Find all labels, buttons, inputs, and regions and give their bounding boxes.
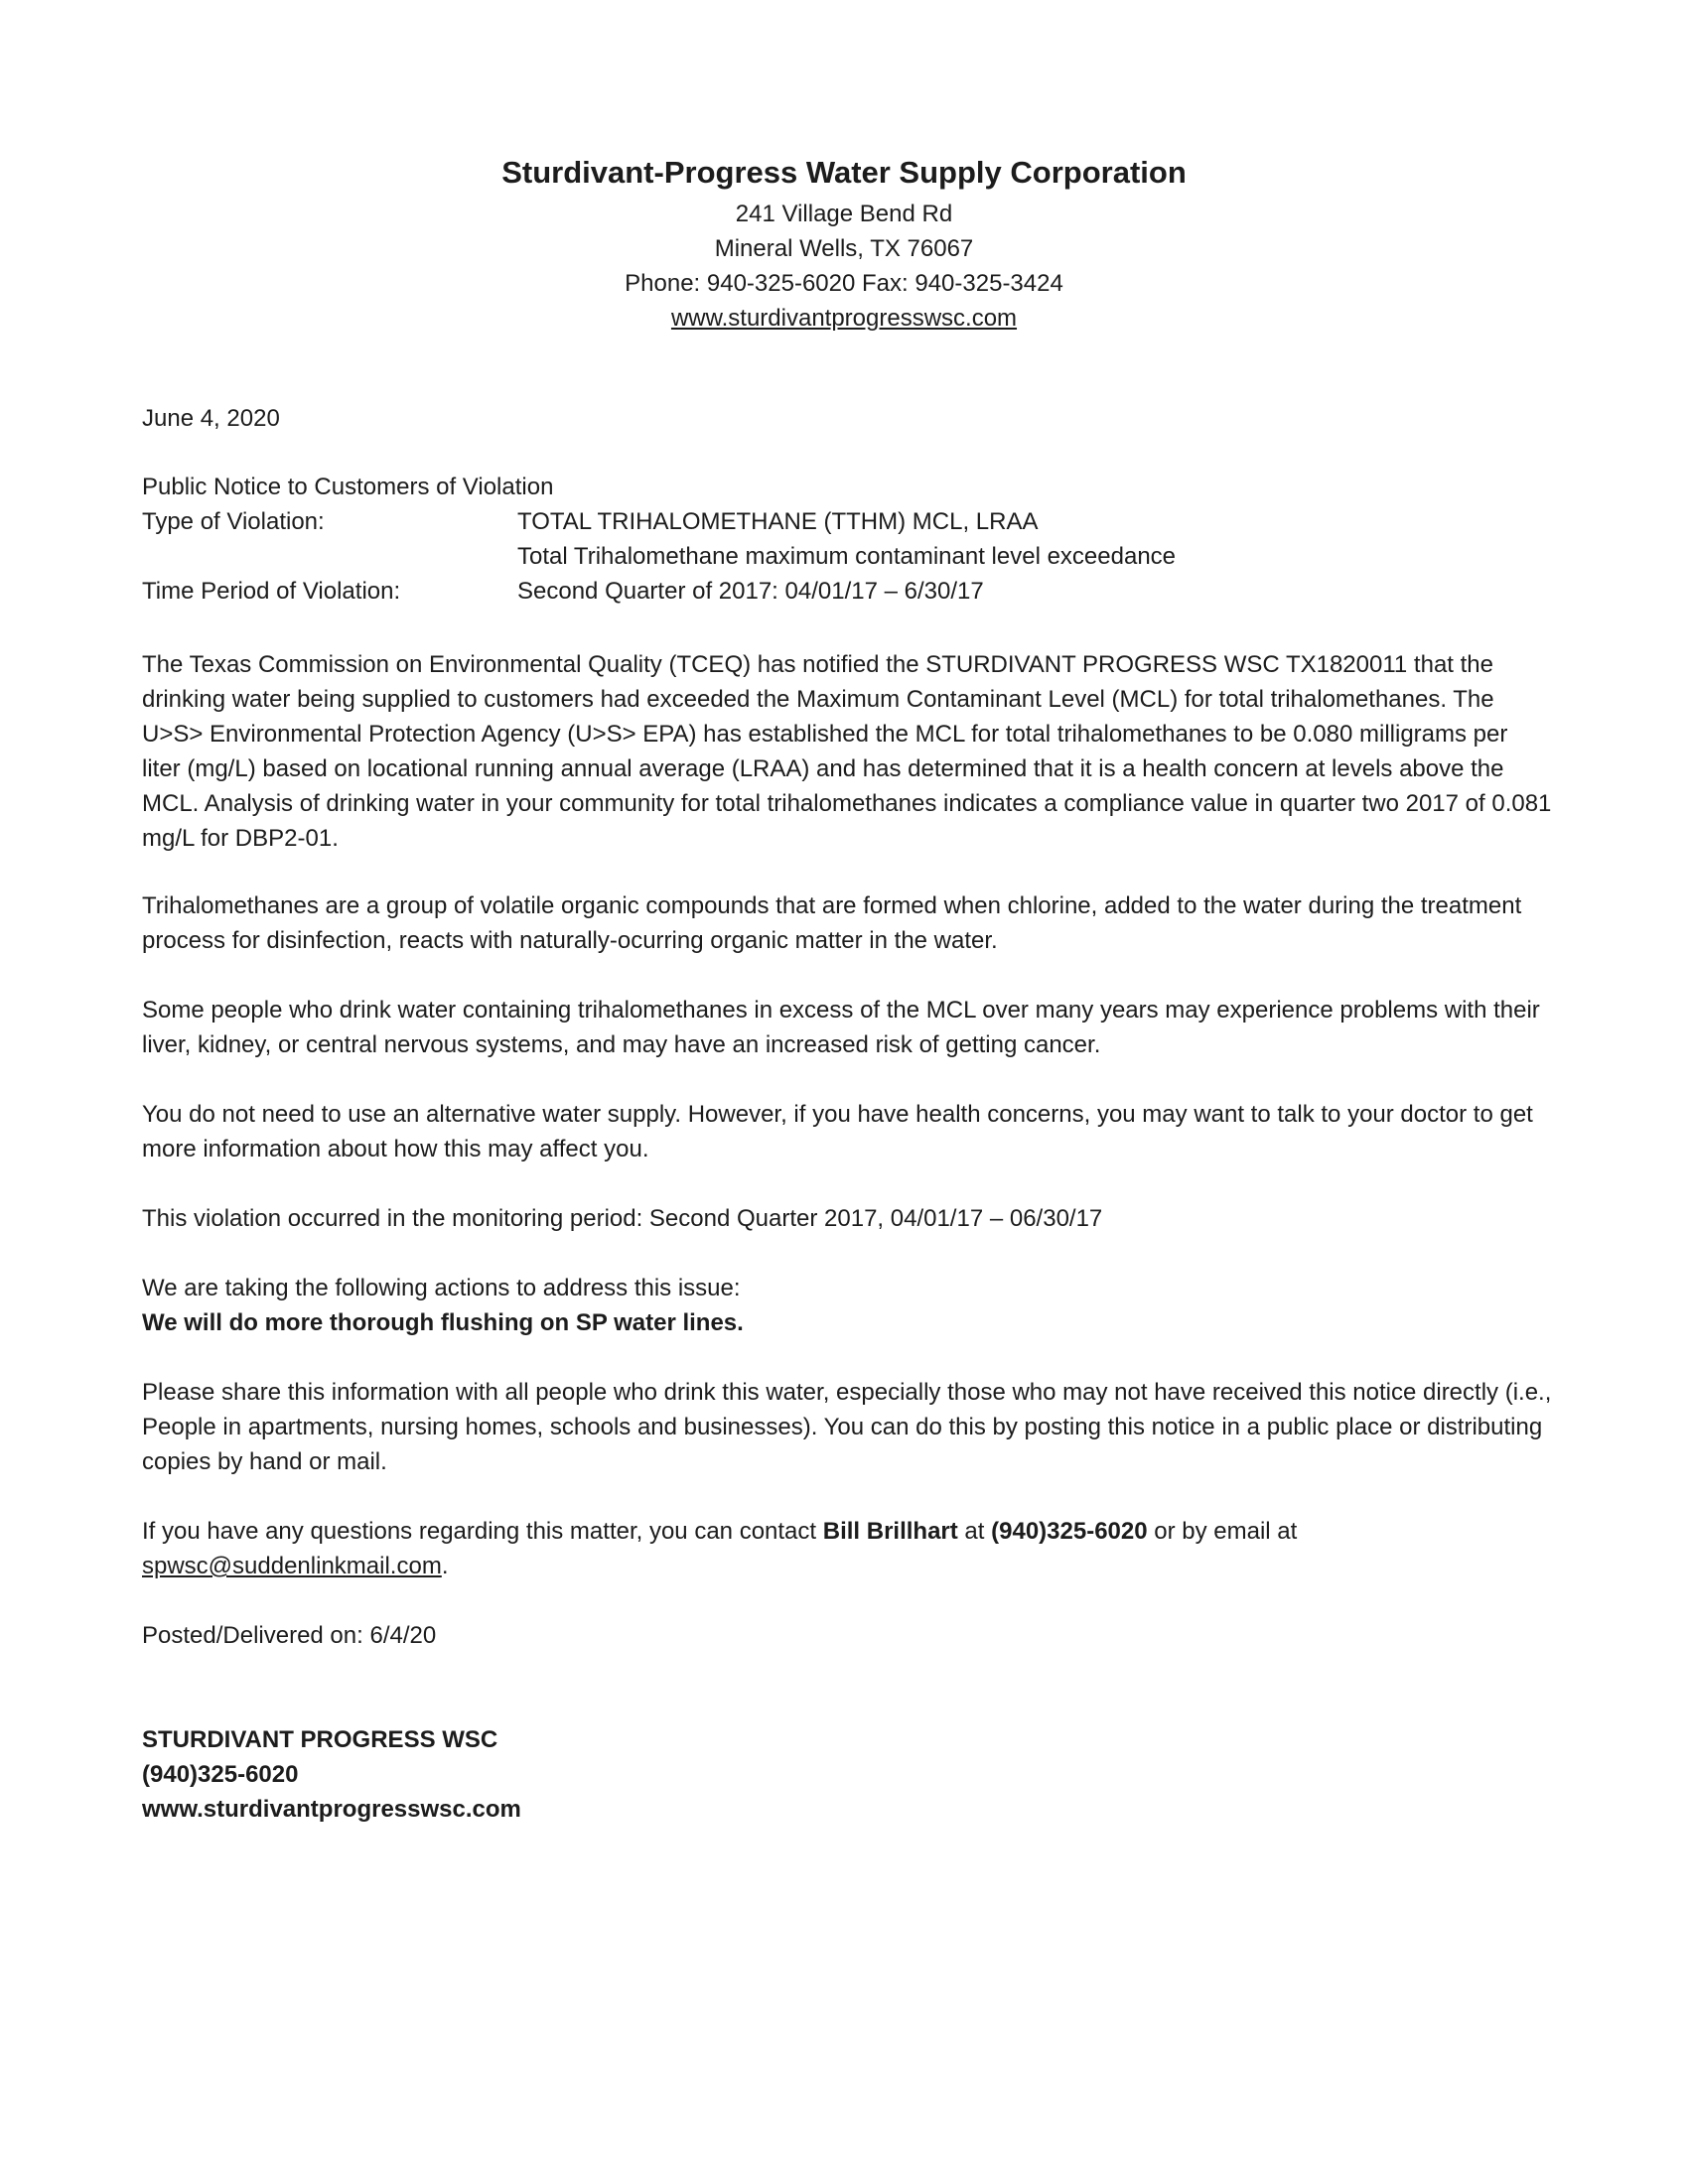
paragraph-health-effects: Some people who drink water containing trihalomethanes in excess of the MCL over many years may experience problems with their liver, kidney, or central nervous systems, and may have an increased risk of getting cancer. [142,997,1540,1058]
contact-text-2: at [957,1518,992,1545]
contact-phone: (940)325-6020 [991,1518,1148,1545]
letterhead-website-link[interactable]: www.sturdivantprogresswsc.com [670,305,1018,332]
phone-fax: Phone: 940-325-6020 Fax: 940-325-3424 [625,270,1063,297]
paragraph-alternative-supply: You do not need to use an alternative water supply. However, if you have health concerns, you may want to talk to your doctor to get more information about how this may affect you. [142,1101,1533,1162]
violation-type-row [142,504,1552,574]
address-line-2: Mineral Wells, TX 76067 [714,235,974,262]
violation-type-label: Type of Violation: [142,508,325,535]
paragraph-trihalomethanes-definition: Trihalomethanes are a group of volatile organic compounds that are formed when chlorine, added to the water during the treatment process for disinfection, reacts with naturally-ocurring organic matter in the water. [142,892,1522,954]
violation-type-value [517,504,1552,574]
paragraph-monitoring-period: This violation occurred in the monitoring period: Second Quarter 2017, 04/01/17 – 06/30/17 [142,1205,1103,1232]
paragraph-tceq-notification: The Texas Commission on Environmental Quality (TCEQ) has notified the STURDIVANT PROGRESS WSC TX1820011 that the drinking water being supplied to customers had exceeded the Maximum Contaminant Level (MCL) for total trihalomethanes. The U>S> Environmental Protection Agency (U>S> EPA) has established the MCL for total trihalomethanes to be 0.080 milligrams per liter (mg/L) based on locational running annual average (LRAA) and has determined that it is a health concern at levels above the MCL. Analysis of drinking water in your community for total trihalomethanes indicates a compliance value in quarter two 2017 of 0.081 mg/L for DBP2-01. [142,651,1552,852]
letterhead [0,149,1688,336]
signature-block [142,1722,1552,1827]
actions-statement: We will do more thorough flushing on SP water lines. [142,1309,744,1336]
violation-type-line-1: TOTAL TRIHALOMETHANE (TTHM) MCL, LRAA [517,508,1039,535]
contact-text-3: or by email at [1147,1518,1298,1545]
posted-delivered-date: Posted/Delivered on: 6/4/20 [142,1622,437,1649]
address-line-1: 241 Village Bend Rd [735,201,953,227]
violation-type-line-2: Total Trihalomethane maximum contaminant level exceedance [517,543,1177,570]
signature-org: STURDIVANT PROGRESS WSC [142,1726,498,1753]
contact-email-link[interactable]: spwsc@suddenlinkmail.com [142,1553,442,1579]
paragraph-contact [142,1514,1552,1583]
notice-heading: Public Notice to Customers of Violation [142,474,554,500]
actions-intro: We are taking the following actions to address this issue: [142,1275,741,1301]
violation-period-label: Time Period of Violation: [142,578,401,605]
paragraph-actions [142,1271,1552,1340]
contact-text-4: . [441,1553,449,1579]
violation-period-value: Second Quarter of 2017: 04/01/17 – 6/30/17 [517,578,984,605]
contact-text-1: If you have any questions regarding this matter, you can contact [142,1518,823,1545]
signature-phone: (940)325-6020 [142,1761,299,1788]
violation-summary [142,470,1552,609]
violation-period-row [142,574,1552,609]
paragraph-share-information: Please share this information with all people who drink this water, especially those who may not have received this notice directly (i.e., People in apartments, nursing homes, schools and businesses). You can do this by posting this notice in a public place or distributing copies by hand or mail. [142,1379,1552,1475]
notice-date: June 4, 2020 [142,405,280,432]
org-name: Sturdivant-Progress Water Supply Corporation [501,155,1187,190]
contact-name: Bill Brillhart [822,1518,958,1545]
signature-website[interactable]: www.sturdivantprogresswsc.com [142,1796,521,1823]
